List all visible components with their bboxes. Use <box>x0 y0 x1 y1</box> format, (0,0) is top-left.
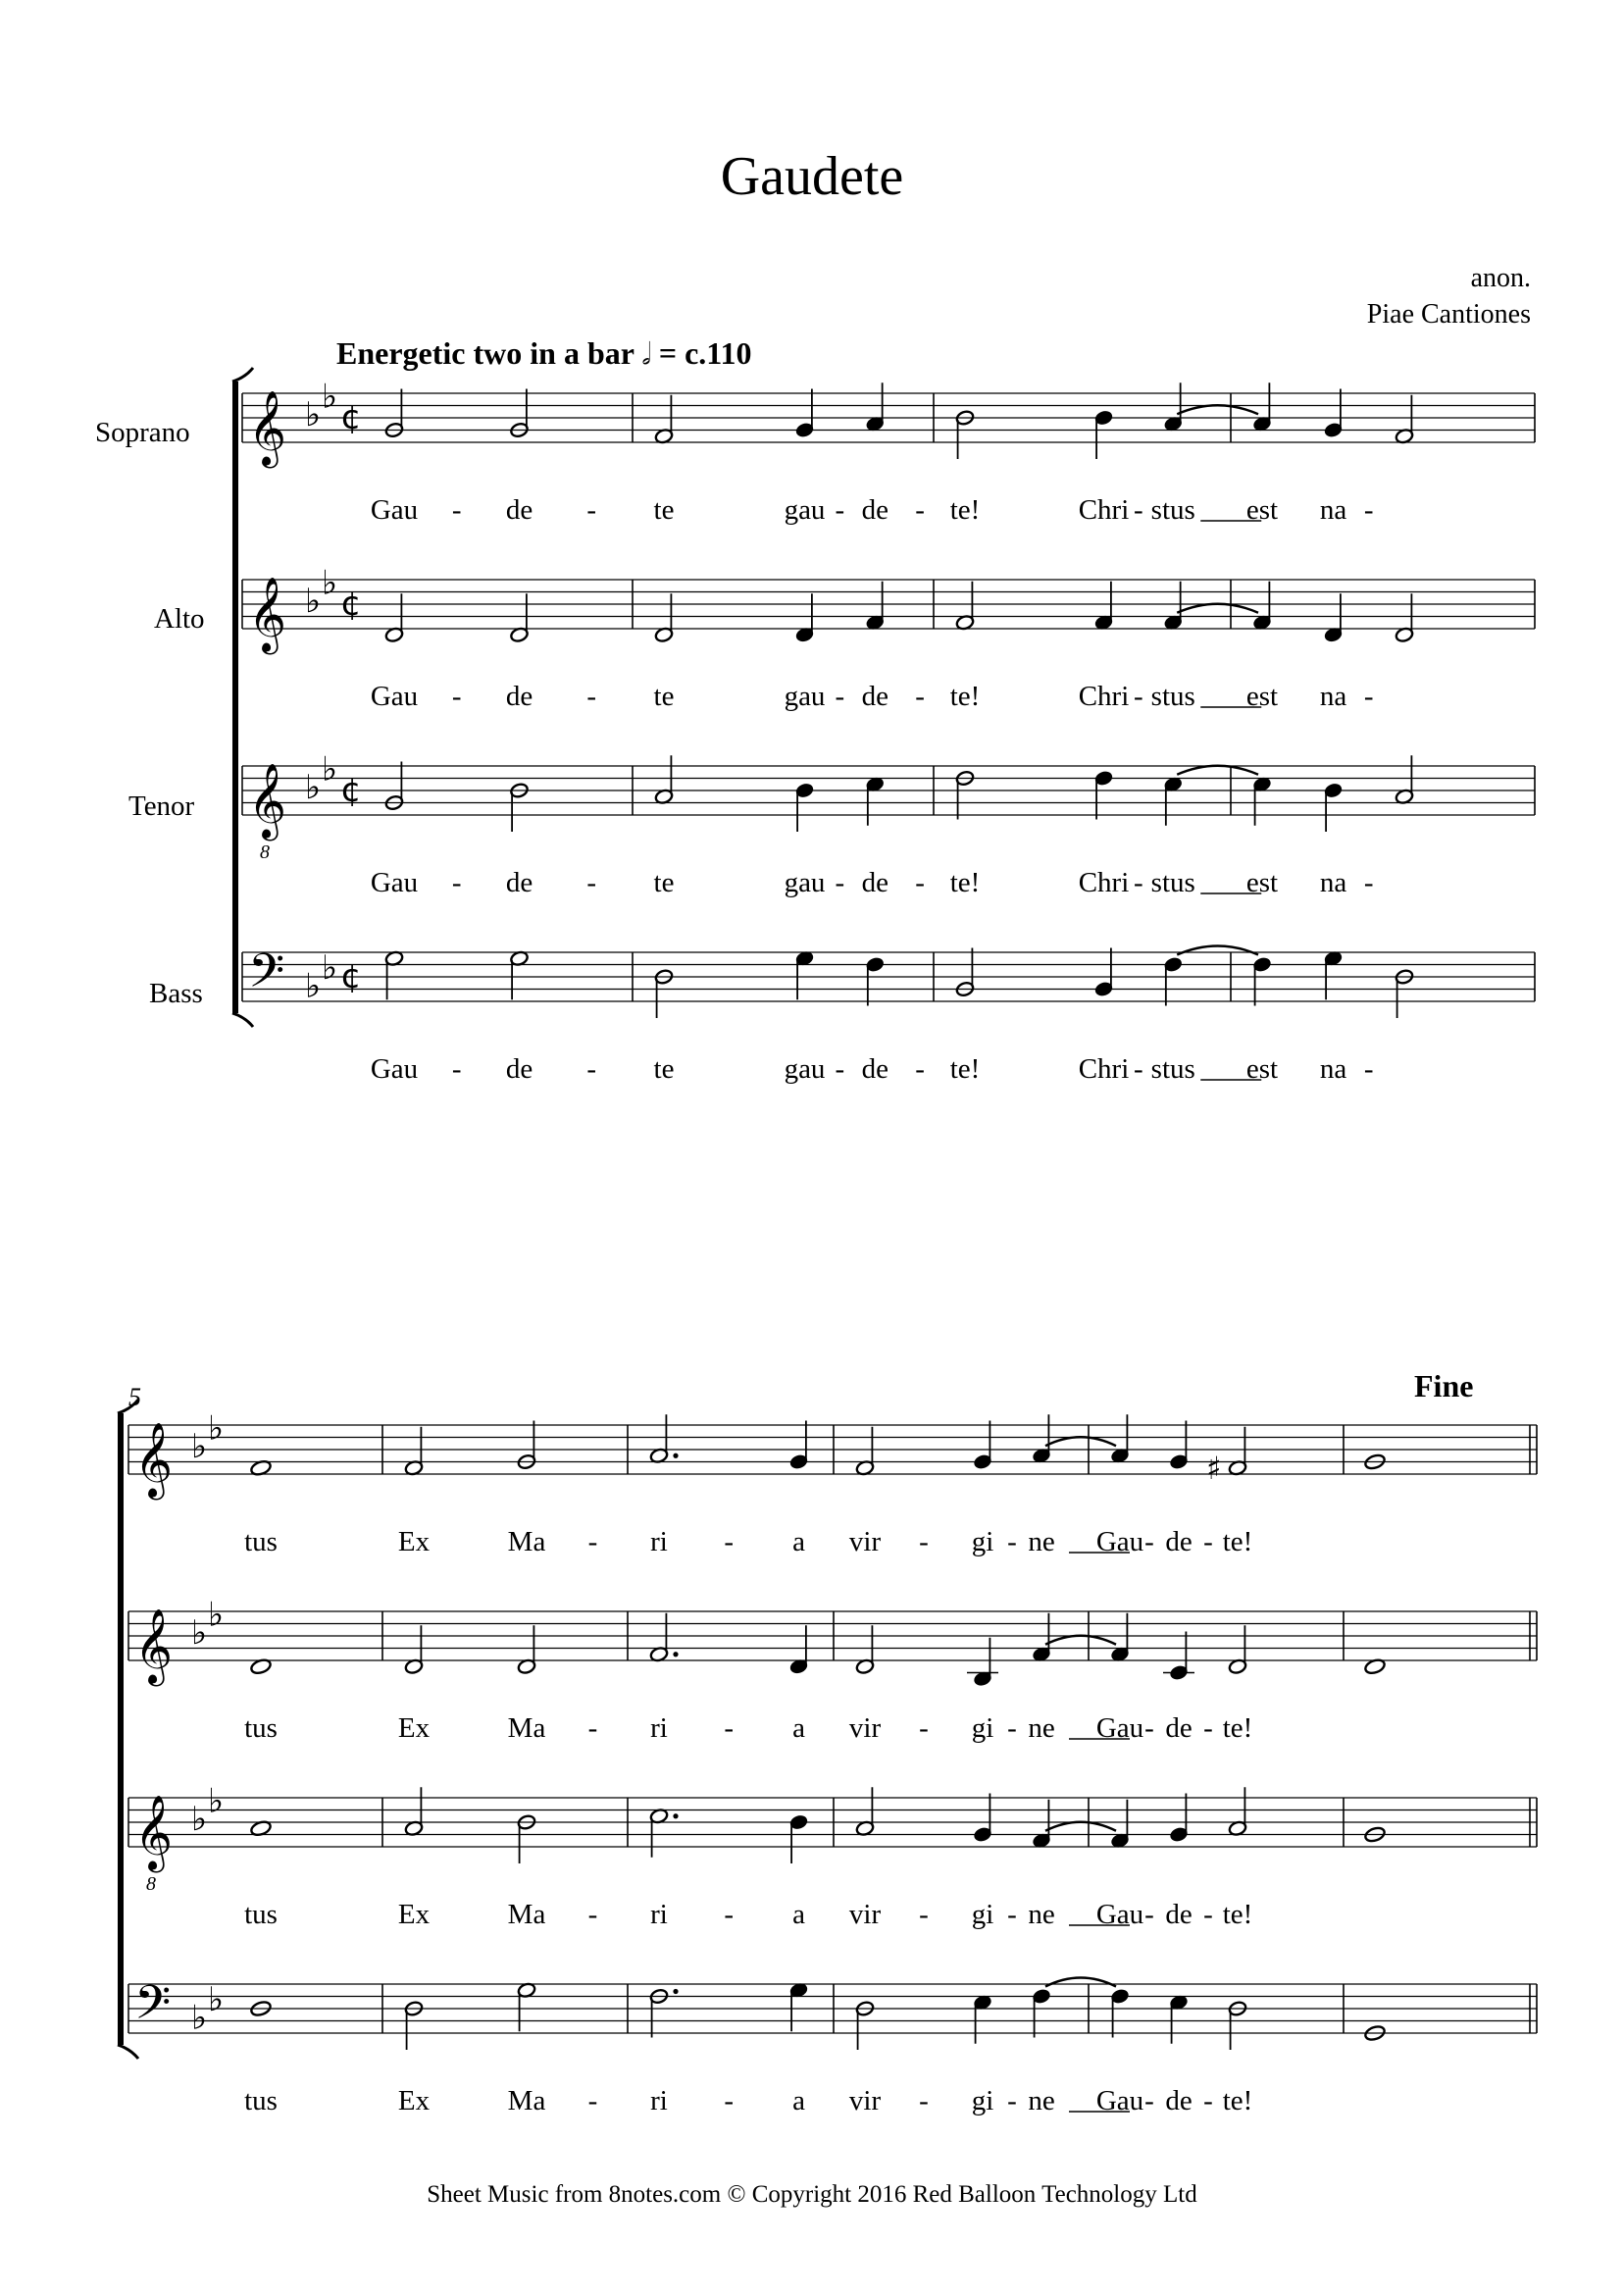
footer-copyright: Sheet Music from 8notes.com © Copyright 2016 Red Balloon Technology Ltd <box>427 2181 1197 2208</box>
lyric-syllable: de <box>505 681 533 712</box>
tie-arc <box>1177 604 1258 613</box>
lyric-syllable: est <box>1245 494 1279 526</box>
system-bracket-hook <box>232 1013 253 1027</box>
lyric-hyphen: - <box>586 867 597 898</box>
lyric-syllable: Gau <box>370 494 419 526</box>
lyric-hyphen: - <box>1363 867 1374 898</box>
lyric-hyphen: - <box>915 681 925 712</box>
lyric-syllable: Ex <box>397 1899 431 1930</box>
lyric-hyphen: - <box>835 867 845 898</box>
treble-clef-icon: 𝄞 <box>134 1421 174 1498</box>
lyric-hyphen: - <box>835 681 845 712</box>
flat-icon: ♭ <box>322 947 338 988</box>
system-bracket-hook <box>232 368 253 382</box>
voice-label-tenor: Tenor <box>128 790 195 822</box>
tie-arc <box>1045 1822 1116 1831</box>
lyric-syllable: te! <box>949 494 981 526</box>
lyric-syllable: de <box>1165 2085 1193 2116</box>
lyric-syllable: te <box>653 494 675 526</box>
lyric-syllable: na <box>1319 1053 1347 1085</box>
lyric-syllable: te! <box>1222 1899 1253 1930</box>
lyric-syllable: te! <box>949 867 981 898</box>
lyric-hyphen: - <box>919 1712 929 1744</box>
lyric-hyphen: - <box>451 681 462 712</box>
lyric-hyphen: - <box>451 867 462 898</box>
tie-arc <box>1045 1636 1116 1645</box>
treble-clef-icon: 𝄞 <box>248 389 287 466</box>
lyric-hyphen: - <box>1134 494 1143 526</box>
flat-icon: ♭ <box>191 1613 208 1653</box>
lyric-syllable: Gau <box>1095 1899 1144 1930</box>
lyric-syllable: tus <box>244 1899 278 1930</box>
lyric-hyphen: - <box>724 1712 735 1744</box>
flat-icon: ♭ <box>191 1427 208 1466</box>
lyric-syllable: stus <box>1150 494 1195 526</box>
lyric-syllable: Ex <box>397 1712 431 1744</box>
tie-arc <box>1177 766 1258 775</box>
lyric-syllable: tus <box>244 1712 278 1744</box>
lyric-hyphen: - <box>1134 681 1143 712</box>
lyric-hyphen: - <box>1007 2085 1017 2116</box>
lyric-syllable: te! <box>1222 1526 1253 1557</box>
treble-clef-icon: 𝄞 <box>248 576 287 652</box>
flat-icon: ♭ <box>191 1800 208 1839</box>
flat-icon: ♭ <box>305 582 322 621</box>
flat-icon: ♭ <box>305 966 322 1006</box>
lyric-hyphen: - <box>915 867 925 898</box>
lyric-hyphen: - <box>919 1899 929 1930</box>
flat-icon: ♭ <box>208 1595 225 1635</box>
lyric-hyphen: - <box>724 1899 735 1930</box>
system-bracket-hook <box>118 2045 138 2059</box>
lyric-syllable: vir <box>848 2085 882 2116</box>
lyric-hyphen: - <box>1203 1899 1213 1930</box>
lyric-syllable: Chri <box>1078 681 1130 712</box>
flat-icon: ♭ <box>322 563 338 603</box>
page-title: Gaudete <box>720 146 904 207</box>
flat-icon: ♭ <box>191 1998 208 2038</box>
lyric-syllable: Gau <box>370 867 419 898</box>
lyric-syllable: de <box>861 1053 888 1085</box>
lyric-syllable: gi <box>971 2085 994 2116</box>
lyric-syllable: Ma <box>507 1712 546 1744</box>
lyric-syllable: de <box>1165 1899 1193 1930</box>
lyric-syllable: Ma <box>507 1526 546 1557</box>
flat-icon: ♭ <box>322 749 338 790</box>
lyric-hyphen: - <box>724 2085 735 2116</box>
flat-icon: ♭ <box>208 1979 225 2019</box>
lyric-hyphen: - <box>835 1053 845 1085</box>
cut-time-icon: ¢ <box>340 771 362 810</box>
lyric-syllable: Ex <box>397 2085 431 2116</box>
lyric-hyphen: - <box>1203 1712 1213 1744</box>
octave-eight-mark: 8 <box>146 1873 156 1895</box>
sharp-icon: ♯ <box>1206 1449 1222 1487</box>
lyric-hyphen: - <box>451 494 462 526</box>
lyric-syllable: de <box>505 1053 533 1085</box>
lyric-syllable: Gau <box>1095 1526 1144 1557</box>
lyric-syllable: Ma <box>507 2085 546 2116</box>
lyric-hyphen: - <box>1363 681 1374 712</box>
lyric-syllable: Ma <box>507 1899 546 1930</box>
lyric-syllable: te! <box>949 681 981 712</box>
lyric-syllable: gau <box>784 1053 826 1085</box>
lyric-hyphen: - <box>1144 1526 1154 1557</box>
lyric-syllable: est <box>1245 867 1279 898</box>
lyric-syllable: stus <box>1150 867 1195 898</box>
cut-time-icon: ¢ <box>340 585 362 624</box>
lyric-hyphen: - <box>1007 1526 1017 1557</box>
augmentation-dot <box>673 1453 678 1458</box>
lyric-syllable: te! <box>1222 2085 1253 2116</box>
lyric-hyphen: - <box>451 1053 462 1085</box>
lyric-hyphen: - <box>1363 1053 1374 1085</box>
bass-clef-icon: 𝄢 <box>248 943 285 1010</box>
voice-label-soprano: Soprano <box>95 417 190 448</box>
lyric-syllable: na <box>1319 494 1347 526</box>
lyric-syllable: a <box>792 2085 805 2116</box>
lyric-syllable: gau <box>784 867 826 898</box>
flat-icon: ♭ <box>208 1408 225 1449</box>
lyric-syllable: Chri <box>1078 494 1130 526</box>
lyric-hyphen: - <box>915 494 925 526</box>
lyric-syllable: ri <box>650 2085 668 2116</box>
source-credit: Piae Cantiones <box>1366 299 1531 330</box>
lyric-hyphen: - <box>1203 1526 1213 1557</box>
treble-clef-icon: 𝄞 <box>134 1607 174 1684</box>
lyric-syllable: Gau <box>1095 1712 1144 1744</box>
lyric-hyphen: - <box>1007 1712 1017 1744</box>
lyric-hyphen: - <box>586 494 597 526</box>
measure-number: 5 <box>128 1383 141 1411</box>
lyric-syllable: de <box>505 867 533 898</box>
lyric-hyphen: - <box>915 1053 925 1085</box>
lyric-hyphen: - <box>919 1526 929 1557</box>
lyric-syllable: Gau <box>370 1053 419 1085</box>
lyric-syllable: ri <box>650 1526 668 1557</box>
lyric-syllable: te <box>653 681 675 712</box>
lyric-syllable: vir <box>848 1899 882 1930</box>
lyric-syllable: de <box>861 681 888 712</box>
lyric-syllable: gi <box>971 1899 994 1930</box>
lyric-syllable: de <box>861 867 888 898</box>
lyric-syllable: a <box>792 1899 805 1930</box>
lyric-syllable: gi <box>971 1712 994 1744</box>
lyric-syllable: de <box>1165 1712 1193 1744</box>
cut-time-icon: ¢ <box>340 398 362 437</box>
lyric-syllable: na <box>1319 681 1347 712</box>
lyric-syllable: ne <box>1028 1526 1055 1557</box>
lyric-syllable: ne <box>1028 2085 1055 2116</box>
voice-label-alto: Alto <box>154 603 205 635</box>
lyric-hyphen: - <box>587 1526 598 1557</box>
lyric-syllable: a <box>792 1712 805 1744</box>
octave-eight-mark: 8 <box>260 841 270 863</box>
tie-arc <box>1045 1437 1116 1446</box>
tie-arc <box>1177 405 1258 414</box>
lyric-syllable: Gau <box>370 681 419 712</box>
tie-arc <box>1177 946 1258 955</box>
tempo-text: Energetic two in a bar <box>336 335 634 371</box>
lyric-hyphen: - <box>1144 2085 1154 2116</box>
lyric-syllable: stus <box>1150 1053 1195 1085</box>
lyric-syllable: te <box>653 1053 675 1085</box>
lyric-syllable: Ex <box>397 1526 431 1557</box>
treble-clef-icon: 𝄞 <box>248 762 287 839</box>
lyric-syllable: te <box>653 867 675 898</box>
lyric-syllable: te! <box>949 1053 981 1085</box>
lyric-syllable: Chri <box>1078 1053 1130 1085</box>
lyric-syllable: ne <box>1028 1712 1055 1744</box>
lyric-syllable: stus <box>1150 681 1195 712</box>
lyric-syllable: te! <box>1222 1712 1253 1744</box>
lyric-hyphen: - <box>1144 1712 1154 1744</box>
composer-credit: anon. <box>1470 263 1531 293</box>
tempo-value: = c.110 <box>658 335 752 371</box>
cut-time-icon: ¢ <box>340 957 362 996</box>
lyric-syllable: gau <box>784 494 826 526</box>
augmentation-dot <box>673 1652 678 1657</box>
flat-icon: ♭ <box>322 377 338 417</box>
lyric-syllable: ri <box>650 1899 668 1930</box>
lyric-hyphen: - <box>1144 1899 1154 1930</box>
lyric-syllable: na <box>1319 867 1347 898</box>
bass-clef-icon: 𝄢 <box>134 1974 172 2042</box>
flat-icon: ♭ <box>305 768 322 807</box>
tie-arc <box>1045 1978 1116 1987</box>
lyric-hyphen: - <box>1134 1053 1143 1085</box>
lyric-hyphen: - <box>1134 867 1143 898</box>
lyric-syllable: ri <box>650 1712 668 1744</box>
lyric-syllable: a <box>792 1526 805 1557</box>
lyric-hyphen: - <box>919 2085 929 2116</box>
lyric-syllable: vir <box>848 1526 882 1557</box>
lyric-syllable: de <box>1165 1526 1193 1557</box>
lyric-syllable: gau <box>784 681 826 712</box>
augmentation-dot <box>673 1813 678 1818</box>
lyric-hyphen: - <box>835 494 845 526</box>
system-bracket-hook <box>118 1400 138 1413</box>
lyric-syllable: est <box>1245 1053 1279 1085</box>
lyric-hyphen: - <box>587 1899 598 1930</box>
lyric-hyphen: - <box>586 1053 597 1085</box>
augmentation-dot <box>673 1989 678 1994</box>
half-note-icon: 𝅗𝅥 <box>641 338 651 371</box>
lyric-syllable: vir <box>848 1712 882 1744</box>
lyric-syllable: est <box>1245 681 1279 712</box>
flat-icon: ♭ <box>305 395 322 434</box>
lyric-hyphen: - <box>1007 1899 1017 1930</box>
flat-icon: ♭ <box>208 1781 225 1821</box>
lyric-hyphen: - <box>724 1526 735 1557</box>
lyric-syllable: gi <box>971 1526 994 1557</box>
lyric-hyphen: - <box>1203 2085 1213 2116</box>
treble-clef-icon: 𝄞 <box>134 1794 174 1870</box>
lyric-syllable: ne <box>1028 1899 1055 1930</box>
lyric-syllable: Chri <box>1078 867 1130 898</box>
fine-marking: Fine <box>1414 1368 1474 1403</box>
lyric-syllable: de <box>505 494 533 526</box>
lyric-hyphen: - <box>586 681 597 712</box>
lyric-syllable: tus <box>244 2085 278 2116</box>
lyric-hyphen: - <box>587 2085 598 2116</box>
lyric-syllable: tus <box>244 1526 278 1557</box>
lyric-syllable: de <box>861 494 888 526</box>
lyric-hyphen: - <box>1363 494 1374 526</box>
voice-label-bass: Bass <box>149 978 203 1009</box>
lyric-syllable: Gau <box>1095 2085 1144 2116</box>
lyric-hyphen: - <box>587 1712 598 1744</box>
